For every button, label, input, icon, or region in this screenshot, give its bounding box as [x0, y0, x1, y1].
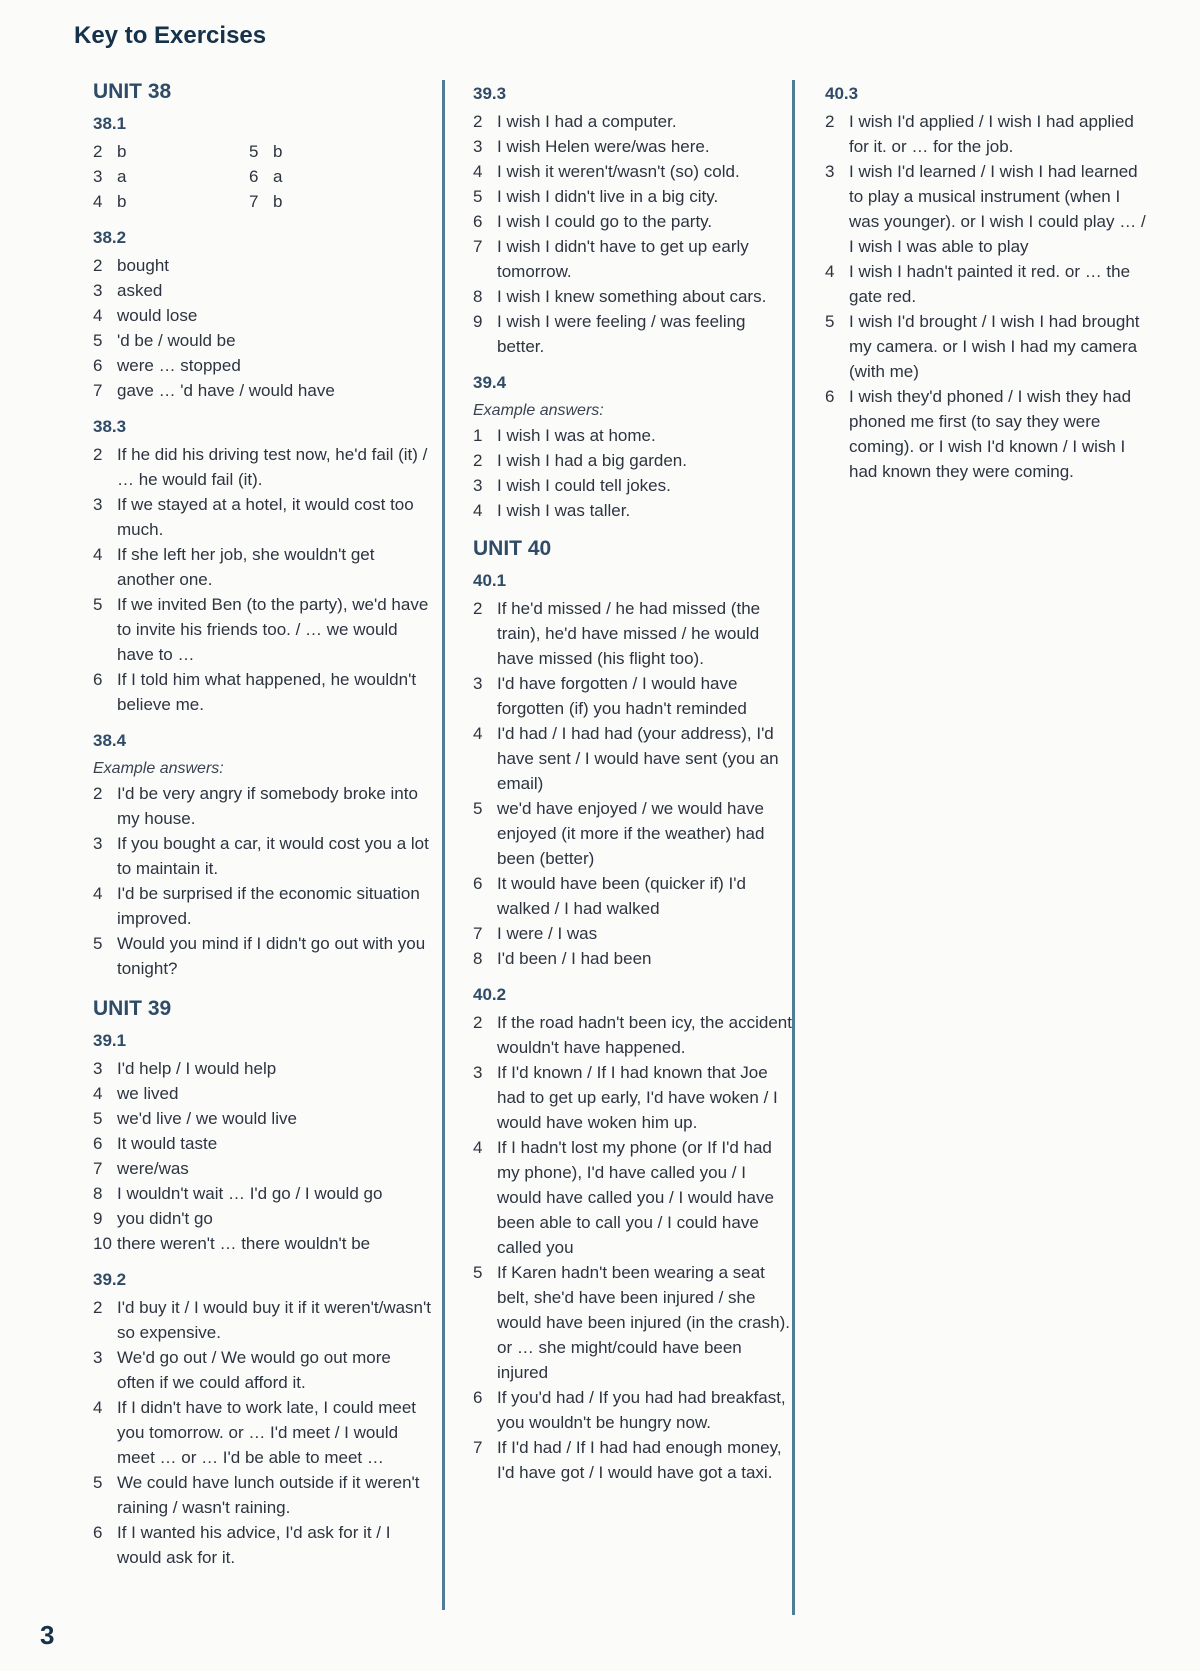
- item-number: 3: [93, 167, 103, 186]
- answer-item: [473, 721, 793, 796]
- item-number: 7: [93, 381, 103, 400]
- item-text: If Karen hadn't been wearing a seat belt, she'd have been injured / she would have been injured (in the crash). or … she might/could have been injured: [497, 1263, 790, 1382]
- item-number: 8: [473, 287, 483, 306]
- item-text: I wish it weren't/wasn't (so) cold.: [497, 162, 740, 181]
- answer-item: [473, 234, 793, 284]
- item-text: I wish they'd phoned / I wish they had phoned me first (to say they were coming). or I wish I'd known / I wish I had known they were coming.: [849, 387, 1132, 481]
- answer-item: [473, 596, 793, 671]
- item-text: I'd be very angry if somebody broke into my house.: [117, 784, 418, 828]
- exercise-39-3: [473, 84, 793, 359]
- item-number: 7: [473, 237, 483, 256]
- answer-item: [93, 1206, 433, 1231]
- item-number: 2: [473, 112, 483, 131]
- item-text: If he did his driving test now, he'd fail (it) / … he would fail (it).: [117, 445, 428, 489]
- item-number: 2: [825, 112, 835, 131]
- answer-item: [93, 1520, 433, 1570]
- answer-item: [93, 931, 433, 981]
- item-text: If you bought a car, it would cost you a lot to maintain it.: [117, 834, 429, 878]
- item-text: We could have lunch outside if it weren't raining / wasn't raining.: [117, 1473, 420, 1517]
- item-text: I wish I knew something about cars.: [497, 287, 767, 306]
- item-number: 6: [93, 1134, 103, 1153]
- item-text: I wish Helen were/was here.: [497, 137, 710, 156]
- answer-item: [473, 946, 793, 971]
- exercise-label: 39.3: [473, 84, 507, 103]
- answer-item: [93, 781, 433, 831]
- answer-item: [473, 671, 793, 721]
- answer-item: [249, 139, 405, 164]
- answer-item: [473, 1260, 793, 1385]
- item-text: I wish I was taller.: [497, 501, 631, 520]
- item-text: If you'd had / If you had had breakfast, you wouldn't be hungry now.: [497, 1388, 786, 1432]
- item-number: 5: [93, 934, 103, 953]
- exercise-note: Example answers:: [473, 402, 604, 419]
- item-number: 2: [93, 445, 103, 464]
- item-number: 6: [473, 212, 483, 231]
- item-text: a: [273, 167, 283, 186]
- item-text: I'd been / I had been: [497, 949, 652, 968]
- item-text: b: [273, 192, 283, 211]
- answer-item: [473, 423, 793, 448]
- item-number: 4: [473, 724, 483, 743]
- item-number: 6: [249, 167, 259, 186]
- column-left: [93, 80, 433, 1584]
- answer-item: [93, 1056, 433, 1081]
- answer-item: [473, 921, 793, 946]
- column-right: [825, 80, 1155, 498]
- item-text: If I wanted his advice, I'd ask for it / I would ask for it.: [117, 1523, 391, 1567]
- item-text: I wish I'd applied / I wish I had applied for it. or … for the job.: [849, 112, 1134, 156]
- item-number: 5: [473, 799, 483, 818]
- item-text: If I hadn't lost my phone (or If I'd had my phone), I'd have called you / I would have called you / I would have been able to call you / I could have called you: [497, 1138, 774, 1257]
- answer-item: [93, 881, 433, 931]
- exercise-note: Example answers:: [93, 760, 224, 777]
- item-number: 2: [93, 1298, 103, 1317]
- item-number: 6: [473, 874, 483, 893]
- exercise-38-1: [93, 114, 433, 214]
- item-text: I'd be surprised if the economic situation improved.: [117, 884, 420, 928]
- item-text: I wish I didn't live in a big city.: [497, 187, 719, 206]
- column-middle: [473, 80, 793, 1499]
- page-number: 3: [40, 1620, 55, 1650]
- exercise-40-2: [473, 985, 793, 1485]
- item-number: 3: [473, 1063, 483, 1082]
- item-number: 2: [473, 599, 483, 618]
- item-number: 1: [473, 426, 483, 445]
- item-number: 4: [93, 1398, 103, 1417]
- unit-38-heading: UNIT 38: [93, 80, 172, 103]
- column-divider: [442, 80, 445, 1610]
- item-number: 4: [93, 545, 103, 564]
- unit-39-heading: UNIT 39: [93, 997, 172, 1020]
- item-text: I wish I hadn't painted it red. or … the gate red.: [849, 262, 1131, 306]
- answer-item: [825, 159, 1155, 259]
- answer-item: [473, 209, 793, 234]
- answer-item: [473, 1060, 793, 1135]
- answer-item: [473, 134, 793, 159]
- item-number: 4: [473, 1138, 483, 1157]
- item-number: 2: [473, 451, 483, 470]
- answer-item: [93, 1295, 433, 1345]
- answer-item: [825, 109, 1155, 159]
- answer-item: [93, 1106, 433, 1131]
- item-text: I wish I could tell jokes.: [497, 476, 671, 495]
- answer-item: [93, 542, 433, 592]
- item-text: would lose: [117, 306, 198, 325]
- item-number: 9: [473, 312, 483, 331]
- item-text: b: [117, 142, 127, 161]
- item-number: 2: [93, 784, 103, 803]
- item-text: I'd had / I had had (your address), I'd have sent / I would have sent (you an email): [497, 724, 779, 793]
- answer-item: [93, 592, 433, 667]
- answer-item: [93, 278, 433, 303]
- item-text: b: [117, 192, 127, 211]
- exercise-label: 39.2: [93, 1270, 127, 1289]
- item-number: 3: [93, 834, 103, 853]
- answer-item: [93, 253, 433, 278]
- item-number: 4: [825, 262, 835, 281]
- answer-item: [473, 1135, 793, 1260]
- item-text: I'd help / I would help: [117, 1059, 277, 1078]
- exercise-38-3: [93, 417, 433, 717]
- answer-item: [93, 328, 433, 353]
- unit-40-heading: UNIT 40: [473, 537, 552, 560]
- answer-item: [473, 796, 793, 871]
- answer-item: [473, 1385, 793, 1435]
- answer-item: [473, 473, 793, 498]
- item-text: I wish I had a computer.: [497, 112, 677, 131]
- item-text: asked: [117, 281, 163, 300]
- answer-item: [93, 1131, 433, 1156]
- item-number: 3: [473, 476, 483, 495]
- item-number: 4: [93, 192, 103, 211]
- item-number: 7: [473, 1438, 483, 1457]
- answer-item: [93, 667, 433, 717]
- answer-item: [825, 309, 1155, 384]
- item-number: 2: [93, 256, 103, 275]
- exercise-label: 40.2: [473, 985, 507, 1004]
- answer-item: [93, 1181, 433, 1206]
- answer-item: [93, 378, 433, 403]
- item-text: If we invited Ben (to the party), we'd have to invite his friends too. / … we would have to …: [117, 595, 429, 664]
- item-number: 6: [825, 387, 835, 406]
- item-text: Would you mind if I didn't go out with you tonight?: [117, 934, 426, 978]
- item-number: 5: [93, 595, 103, 614]
- item-number: 5: [825, 312, 835, 331]
- item-number: 3: [473, 137, 483, 156]
- item-number: 5: [249, 142, 259, 161]
- exercise-40-3: [825, 84, 1155, 484]
- item-text: were/was: [117, 1159, 189, 1178]
- item-text: there weren't … there wouldn't be: [117, 1234, 371, 1253]
- item-text: I wish I were feeling / was feeling better.: [497, 312, 746, 356]
- page-title: Key to Exercises: [74, 22, 267, 49]
- exercise-label: 38.2: [93, 228, 127, 247]
- answer-item: [825, 384, 1155, 484]
- answer-item: [473, 284, 793, 309]
- exercise-label: 39.1: [93, 1031, 127, 1050]
- item-number: 4: [93, 884, 103, 903]
- answer-item: [473, 184, 793, 209]
- exercise-label: 40.1: [473, 571, 507, 590]
- item-text: We'd go out / We would go out more often if we could afford it.: [117, 1348, 391, 1392]
- item-number: 7: [473, 924, 483, 943]
- item-number: 9: [93, 1209, 103, 1228]
- item-number: 4: [93, 306, 103, 325]
- item-text: a: [117, 167, 127, 186]
- item-number: 8: [473, 949, 483, 968]
- answer-item: [473, 159, 793, 184]
- exercise-39-4: [473, 373, 793, 523]
- item-number: 5: [93, 331, 103, 350]
- item-number: 6: [93, 670, 103, 689]
- item-number: 5: [93, 1109, 103, 1128]
- item-text: we'd have enjoyed / we would have enjoyed (it more if the weather) had been (better): [497, 799, 765, 868]
- item-text: 'd be / would be: [117, 331, 236, 350]
- item-number: 5: [93, 1473, 103, 1492]
- item-text: I wish I could go to the party.: [497, 212, 713, 231]
- item-text: I wouldn't wait … I'd go / I would go: [117, 1184, 383, 1203]
- exercise-label: 38.4: [93, 731, 127, 750]
- item-number: 3: [93, 281, 103, 300]
- item-text: I'd buy it / I would buy it if it weren't/wasn't so expensive.: [117, 1298, 431, 1342]
- answer-item: [93, 831, 433, 881]
- item-number: 3: [93, 1059, 103, 1078]
- item-text: I'd have forgotten / I would have forgotten (if) you hadn't reminded: [497, 674, 747, 718]
- answer-grid: [93, 139, 433, 214]
- answer-item: [473, 309, 793, 359]
- item-text: bought: [117, 256, 169, 275]
- item-text: If I'd had / If I had had enough money, I'd have got / I would have got a taxi.: [497, 1438, 782, 1482]
- item-text: I wish I didn't have to get up early tomorrow.: [497, 237, 749, 281]
- item-text: I wish I had a big garden.: [497, 451, 687, 470]
- exercise-38-2: [93, 228, 433, 403]
- item-text: It would taste: [117, 1134, 218, 1153]
- item-text: were … stopped: [117, 356, 241, 375]
- item-text: I wish I was at home.: [497, 426, 656, 445]
- answer-item: [93, 1395, 433, 1470]
- item-text: If I didn't have to work late, I could meet you tomorrow. or … I'd meet / I would meet … or … I'd be able to meet …: [117, 1398, 417, 1467]
- exercise-38-4: [93, 731, 433, 981]
- item-text: I wish I'd learned / I wish I had learned to play a musical instrument (when I was younger). or I wish I could play … / I wish I was able to play: [849, 162, 1146, 256]
- item-number: 6: [93, 356, 103, 375]
- answer-item: [93, 1156, 433, 1181]
- answer-item: [473, 498, 793, 523]
- answer-item: [93, 1081, 433, 1106]
- exercise-39-2: [93, 1270, 433, 1570]
- answer-item: [825, 259, 1155, 309]
- item-number: 6: [93, 1523, 103, 1542]
- item-number: 2: [93, 142, 103, 161]
- item-number: 3: [825, 162, 835, 181]
- item-number: 4: [473, 162, 483, 181]
- item-number: 2: [473, 1013, 483, 1032]
- answer-item: [473, 1010, 793, 1060]
- answer-item: [473, 448, 793, 473]
- item-number: 3: [93, 495, 103, 514]
- answer-item: [249, 189, 405, 214]
- item-text: gave … 'd have / would have: [117, 381, 335, 400]
- item-text: I wish I'd brought / I wish I had brought my camera. or I wish I had my camera (with me): [849, 312, 1140, 381]
- answer-item: [93, 1470, 433, 1520]
- item-text: I were / I was: [497, 924, 598, 943]
- item-text: we lived: [117, 1084, 179, 1103]
- answer-item: [249, 164, 405, 189]
- item-text: b: [273, 142, 283, 161]
- item-number: 6: [473, 1388, 483, 1407]
- item-text: If the road hadn't been icy, the accident wouldn't have happened.: [497, 1013, 792, 1057]
- answer-item: [93, 1345, 433, 1395]
- answer-item: [93, 353, 433, 378]
- exercise-40-1: [473, 571, 793, 971]
- item-text: you didn't go: [117, 1209, 213, 1228]
- item-text: It would have been (quicker if) I'd walked / I had walked: [497, 874, 746, 918]
- answer-item: [473, 871, 793, 921]
- item-number: 7: [93, 1159, 103, 1178]
- item-number: 5: [473, 1263, 483, 1282]
- answer-item: [93, 189, 249, 214]
- answer-item: [93, 139, 249, 164]
- item-text: If I told him what happened, he wouldn't believe me.: [117, 670, 417, 714]
- answer-item: [473, 1435, 793, 1485]
- answer-item: [93, 303, 433, 328]
- exercise-label: 39.4: [473, 373, 507, 392]
- item-text: If he'd missed / he had missed (the train), he'd have missed / he would have missed (his flight too).: [497, 599, 761, 668]
- item-text: If we stayed at a hotel, it would cost too much.: [117, 495, 414, 539]
- exercise-label: 38.3: [93, 417, 127, 436]
- item-number: 5: [473, 187, 483, 206]
- item-text: If I'd known / If I had known that Joe had to get up early, I'd have woken / I would have woken him up.: [497, 1063, 778, 1132]
- item-text: If she left her job, she wouldn't get another one.: [117, 545, 375, 589]
- exercise-39-1: [93, 1031, 433, 1256]
- item-number: 10: [93, 1234, 112, 1253]
- item-number: 3: [473, 674, 483, 693]
- answer-item: [93, 442, 433, 492]
- exercise-label: 40.3: [825, 84, 859, 103]
- item-text: we'd live / we would live: [117, 1109, 297, 1128]
- answer-item: [93, 492, 433, 542]
- item-number: 3: [93, 1348, 103, 1367]
- item-number: 7: [249, 192, 259, 211]
- answer-item: [473, 109, 793, 134]
- exercise-label: 38.1: [93, 114, 127, 133]
- answer-item: [93, 164, 249, 189]
- answer-item: [93, 1231, 433, 1256]
- item-number: 4: [473, 501, 483, 520]
- item-number: 4: [93, 1084, 103, 1103]
- item-number: 8: [93, 1184, 103, 1203]
